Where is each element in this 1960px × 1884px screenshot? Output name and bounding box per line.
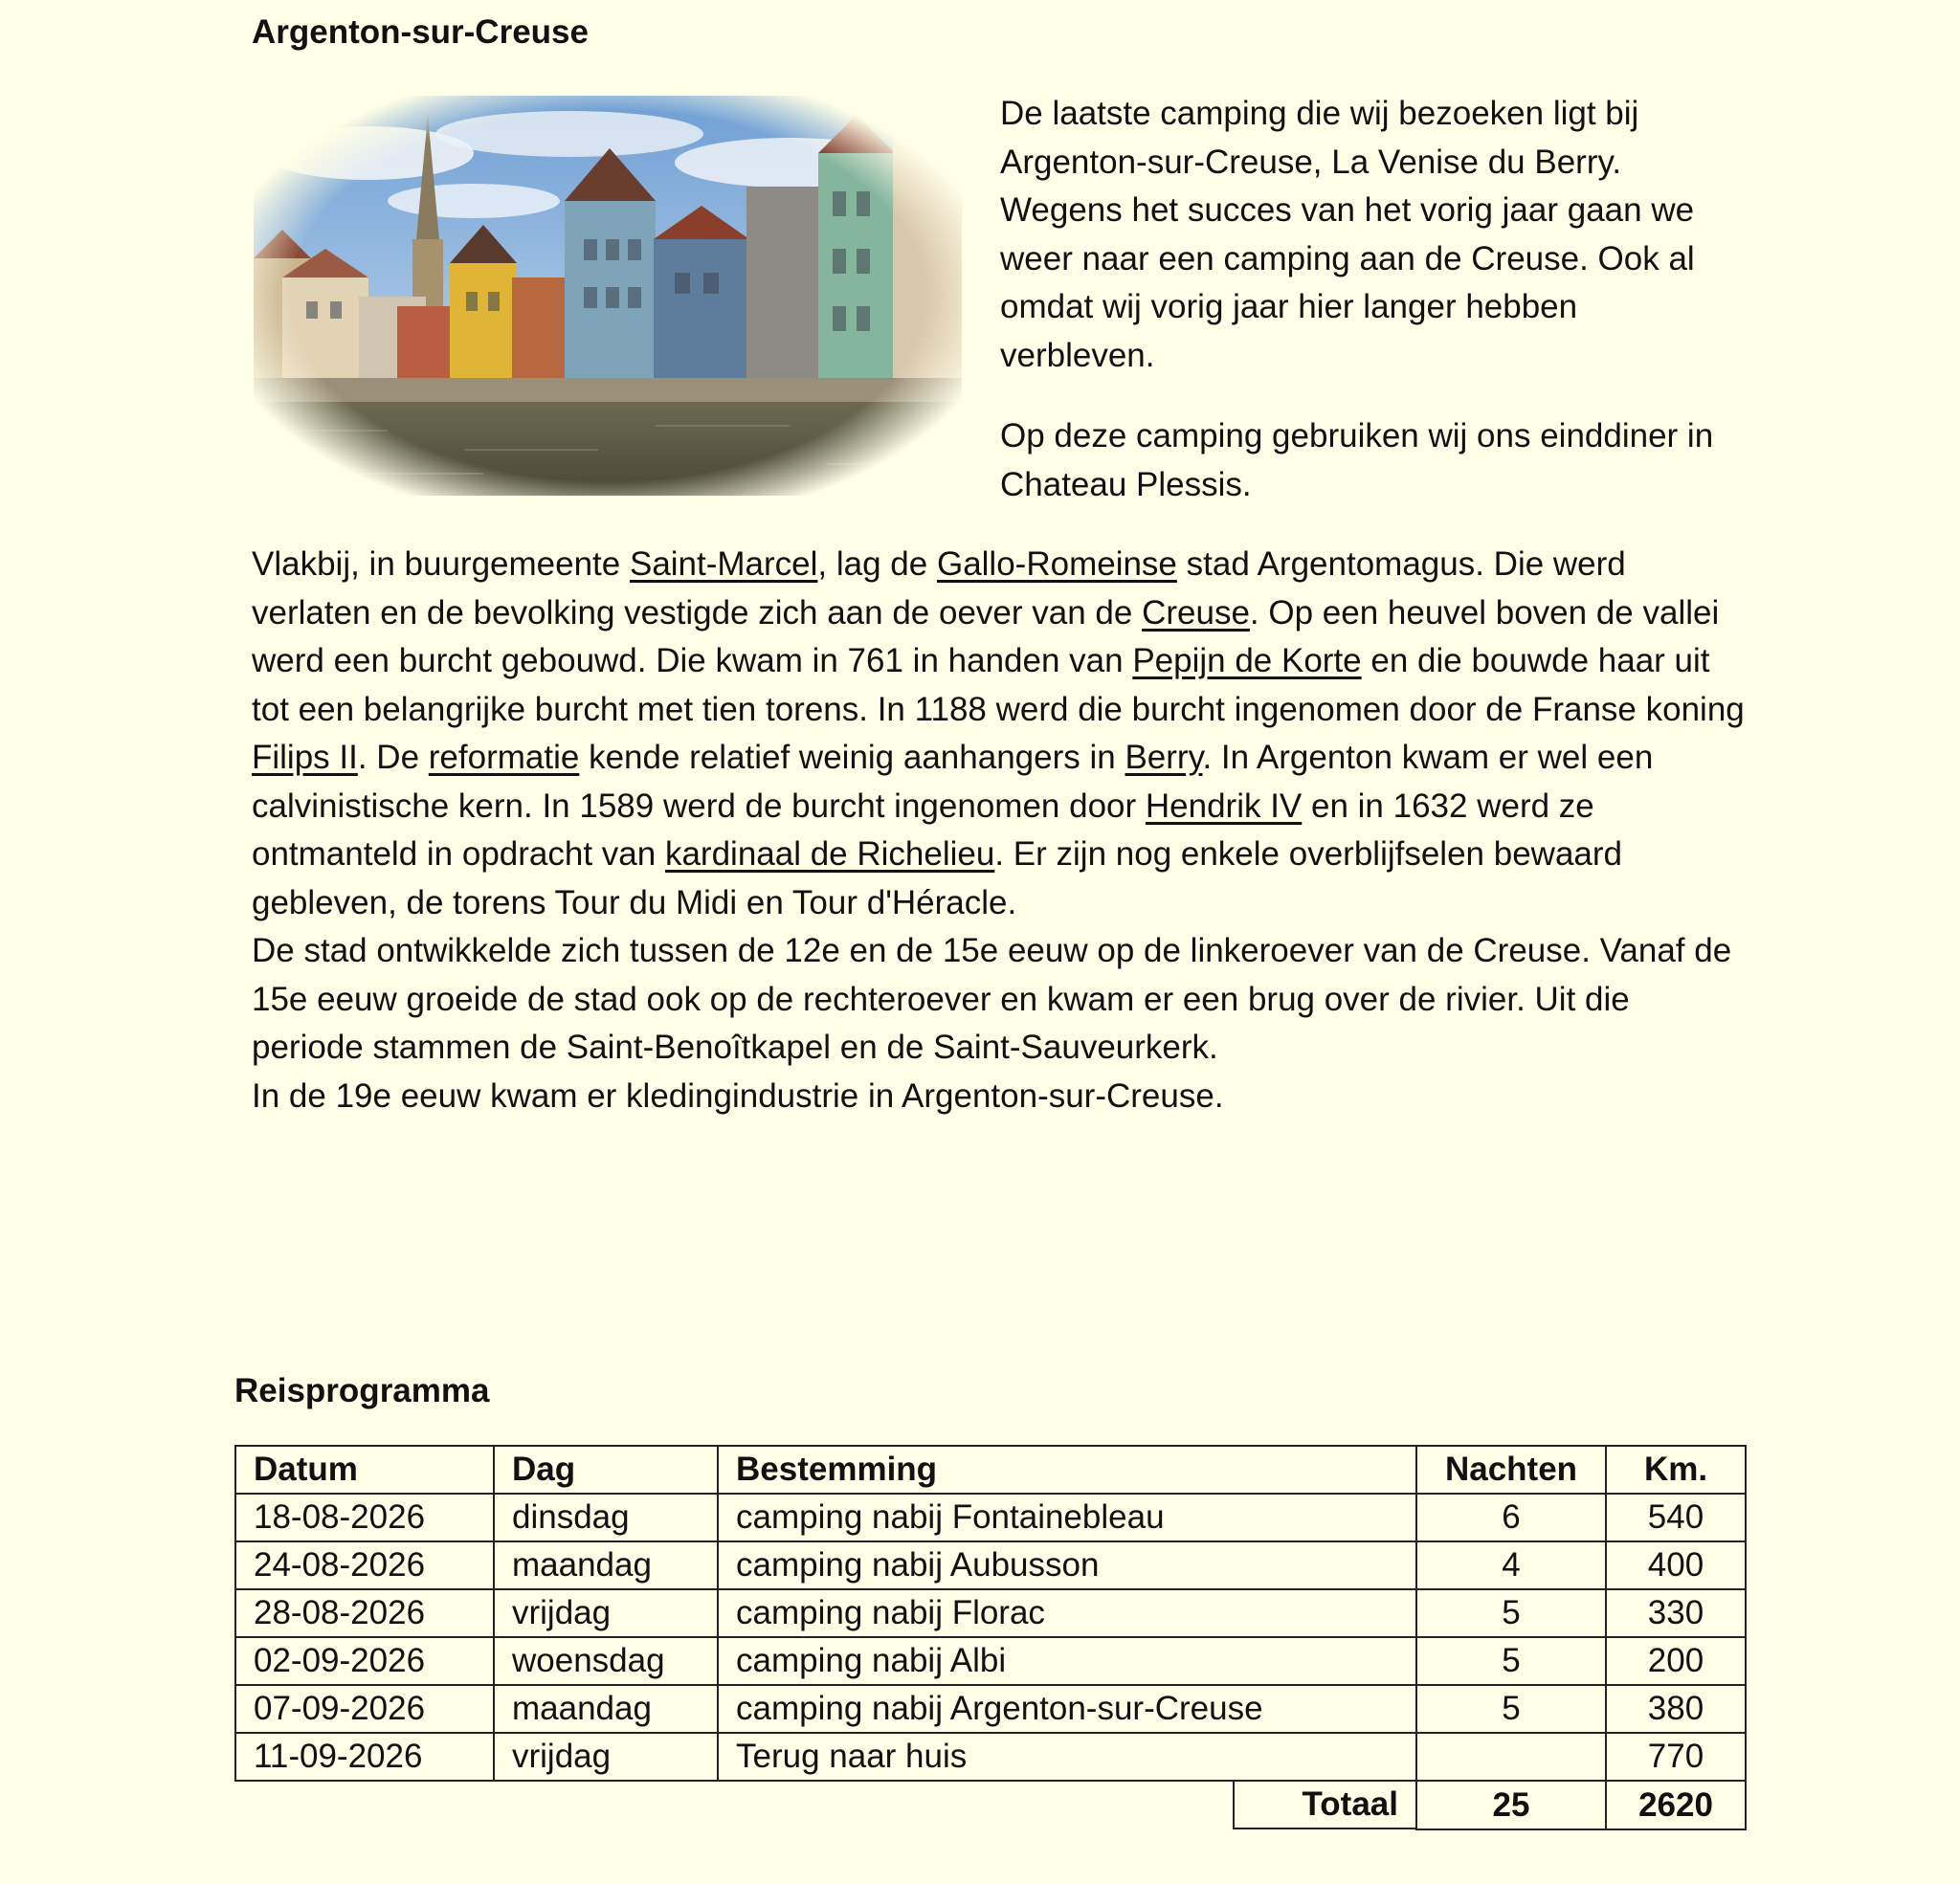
link-pepijn-de-korte[interactable]: Pepijn de Korte [1132,642,1362,679]
cell-nights [1416,1733,1606,1781]
cell-km: 540 [1606,1494,1746,1541]
table-header-row [235,1446,1746,1494]
intro-text [1000,90,1727,542]
header-bestemming: Bestemming [718,1446,1416,1494]
town-photo-illustration [254,96,962,496]
text-run: . Op een heuvel boven de vallei werd een burcht gebouwd. Die kwam in 761 in handen van [252,593,1720,679]
program-table [234,1445,1747,1830]
cell-date: 07-09-2026 [235,1685,494,1733]
link-hendrik-iv[interactable]: Hendrik IV [1145,787,1303,825]
link-gallo-romeinse[interactable]: Gallo-Romeinse [936,545,1177,583]
cell-destination: Terug naar huis [718,1733,1416,1781]
cell-date: 02-09-2026 [235,1637,494,1685]
text-run: . De [357,739,429,776]
program-title: Reisprogramma [234,1372,490,1409]
cell-destination: camping nabij Argenton-sur-Creuse [718,1685,1416,1733]
history-paragraph-2: De stad ontwikkelde zich tussen de 12e en de 15e eeuw op de linkeroever van de Creuse. Vanaf de 15e eeuw groeide de stad ook op de rechteroever en kwam er een brug over de rivier. Uit die periode stammen de Saint-Benoîtkapel en de Saint-Sauveurkerk. [252,932,1732,1066]
cell-date: 28-08-2026 [235,1589,494,1637]
link-filips-ii[interactable]: Filips II [252,739,358,776]
total-km: 2620 [1606,1781,1746,1829]
link-creuse[interactable]: Creuse [1142,593,1250,632]
intro-paragraph-1: De laatste camping die wij bezoeken ligt bij Argenton-sur-Creuse, La Venise du Berry. Wegens het succes van het vorig jaar gaan we weer naar een camping aan de Creuse. Ook al omdat wij vorig jaar hier langer hebben verbleven. [1000,95,1695,374]
cell-day: maandag [494,1685,718,1733]
cell-day: maandag [494,1541,718,1589]
cell-destination: camping nabij Aubusson [718,1541,1416,1589]
text-run: stad Argentomagus. Die werd verlaten en de bevolking vestigde zich aan de oever van de [252,545,1626,632]
cell-nights: 5 [1416,1685,1606,1733]
history-text [252,541,1745,1120]
cell-nights: 5 [1416,1589,1606,1637]
history-paragraph-3: In de 19e eeuw kwam er kledingindustrie in Argenton-sur-Creuse. [252,1076,1224,1115]
cell-destination: camping nabij Fontainebleau [718,1494,1416,1541]
link-kardinaal-de-richelieu[interactable]: kardinaal de Richelieu [664,835,995,873]
text-run: kende relatief weinig aanhangers in [579,739,1125,776]
total-label: Totaal [1233,1782,1415,1829]
link-saint-marcel[interactable]: Saint-Marcel [629,545,818,583]
header-nachten: Nachten [1416,1446,1606,1494]
cell-km: 400 [1606,1541,1746,1589]
table-row [235,1541,1746,1589]
header-km: Km. [1606,1446,1746,1494]
total-label-cell [718,1781,1416,1829]
cell-date: 11-09-2026 [235,1733,494,1781]
table-row [235,1685,1746,1733]
cell-km: 770 [1606,1733,1746,1781]
cell-day: vrijdag [494,1589,718,1637]
text-run: en in 1632 werd ze ontmanteld in opdracht van [252,787,1594,873]
cell-nights: 4 [1416,1541,1606,1589]
table-row [235,1494,1746,1541]
history-paragraph-1 [252,541,1745,927]
cell-date: 24-08-2026 [235,1541,494,1589]
cell-date: 18-08-2026 [235,1494,494,1541]
blank-cell [494,1781,718,1829]
cell-destination: camping nabij Florac [718,1589,1416,1637]
link-reformatie[interactable]: reformatie [428,739,580,776]
text-run: en die bouwde haar uit tot een belangrijke burcht met tien torens. In 1188 werd die burcht ingenomen door de Franse koning [252,642,1745,728]
text-run: Vlakbij, in buurgemeente [252,545,630,583]
total-row [235,1781,1746,1829]
table-row [235,1637,1746,1685]
table-row [235,1589,1746,1637]
header-datum: Datum [235,1446,494,1494]
cell-destination: camping nabij Albi [718,1637,1416,1685]
cell-nights: 6 [1416,1494,1606,1541]
cell-km: 200 [1606,1637,1746,1685]
header-dag: Dag [494,1446,718,1494]
text-run: . In Argenton kwam er wel een calvinistische kern. In 1589 werd de burcht ingenomen door [252,739,1654,825]
table-row [235,1733,1746,1781]
blank-cell [235,1781,494,1829]
cell-day: vrijdag [494,1733,718,1781]
town-photo [254,96,962,496]
cell-km: 330 [1606,1589,1746,1637]
cell-day: woensdag [494,1637,718,1685]
link-berry[interactable]: Berry [1125,739,1203,776]
cell-km: 380 [1606,1685,1746,1733]
total-nights: 25 [1416,1781,1606,1829]
cell-day: dinsdag [494,1494,718,1541]
intro-paragraph-2: Op deze camping gebruiken wij ons einddiner in Chateau Plessis. [1000,417,1714,503]
text-run: . Er zijn nog enkele overblijfselen bewaard gebleven, de torens Tour du Midi en Tour d'Héracle. [252,835,1622,921]
cell-nights: 5 [1416,1637,1606,1685]
text-run: , lag de [817,545,937,583]
section-title: Argenton-sur-Creuse [252,13,589,51]
